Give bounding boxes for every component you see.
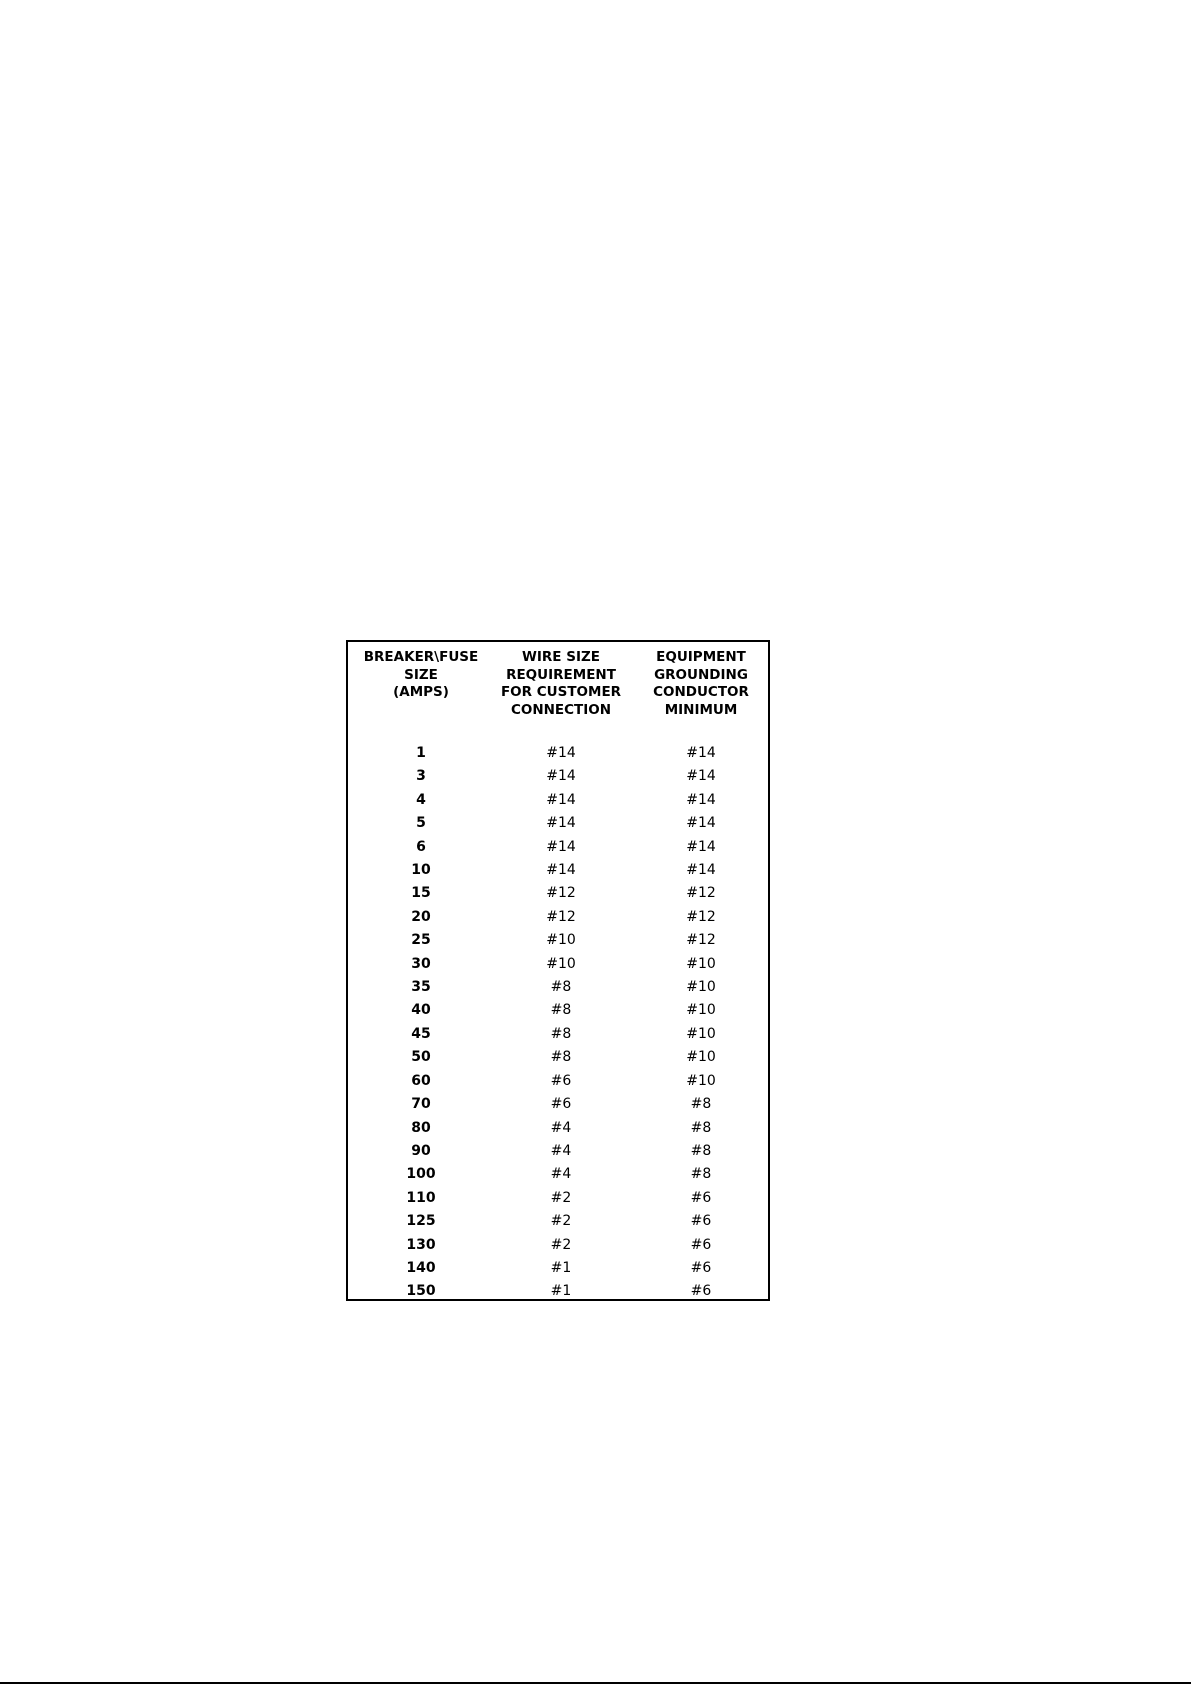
page-bottom-rule xyxy=(0,1682,1191,1684)
grounding-conductor-cell: #10 xyxy=(686,955,716,972)
table-row xyxy=(348,743,768,766)
header-line: MINIMUM xyxy=(664,701,738,718)
header-line: CONDUCTOR xyxy=(653,684,749,700)
header-line: CONNECTION xyxy=(510,701,612,718)
wire-size-table xyxy=(346,640,770,1301)
breaker-size-cell: 60 xyxy=(411,1072,431,1089)
breaker-size-cell: 50 xyxy=(411,1049,431,1066)
table-row xyxy=(348,954,768,977)
breaker-size-cell: 1 xyxy=(416,745,426,761)
table-row xyxy=(348,883,768,906)
wire-size-cell: #2 xyxy=(550,1236,572,1253)
breaker-size-cell: 130 xyxy=(406,1236,436,1253)
wire-size-cell: #6 xyxy=(550,1072,572,1089)
wire-size-cell: #8 xyxy=(550,1049,572,1066)
wire-size-cell: #4 xyxy=(550,1119,572,1136)
wire-size-cell: #4 xyxy=(550,1166,572,1183)
breaker-size-cell: 70 xyxy=(411,1096,431,1113)
table-body xyxy=(348,743,768,1305)
breaker-size-cell: 6 xyxy=(416,838,426,855)
wire-size-cell: #6 xyxy=(550,1096,572,1113)
header-line: SIZE xyxy=(404,666,438,683)
table-row xyxy=(348,837,768,860)
table-row xyxy=(348,790,768,813)
grounding-conductor-cell: #10 xyxy=(686,1025,716,1042)
wire-size-cell: #1 xyxy=(550,1259,572,1276)
breaker-size-cell: 20 xyxy=(411,908,431,925)
breaker-size-cell: 30 xyxy=(411,955,431,972)
grounding-conductor-cell: #6 xyxy=(690,1259,712,1276)
grounding-conductor-cell: #10 xyxy=(686,1049,716,1066)
grounding-conductor-cell: #14 xyxy=(686,745,716,761)
wire-size-cell: #8 xyxy=(550,1025,572,1042)
breaker-size-cell: 125 xyxy=(406,1213,436,1230)
grounding-conductor-cell: #14 xyxy=(686,768,716,785)
header-line: EQUIPMENT xyxy=(656,649,746,665)
breaker-size-cell: 110 xyxy=(406,1189,436,1206)
wire-size-cell: #12 xyxy=(546,885,576,902)
table-row xyxy=(348,1071,768,1094)
grounding-conductor-cell: #14 xyxy=(686,791,716,808)
table-row xyxy=(348,860,768,883)
wire-size-cell: #14 xyxy=(546,815,576,832)
wire-size-cell: #14 xyxy=(546,768,576,785)
header-breaker-fuse-size xyxy=(351,649,491,702)
table-row xyxy=(348,1281,768,1304)
grounding-conductor-cell: #14 xyxy=(686,862,716,879)
header-line: FOR CUSTOMER xyxy=(500,684,622,700)
wire-size-cell: #14 xyxy=(546,838,576,855)
table-row xyxy=(348,977,768,1000)
header-line: BREAKER\FUSE xyxy=(363,649,479,665)
grounding-conductor-cell: #10 xyxy=(686,979,716,996)
breaker-size-cell: 90 xyxy=(411,1142,431,1159)
breaker-size-cell: 140 xyxy=(406,1259,436,1276)
table-row xyxy=(348,1000,768,1023)
wire-size-cell: #14 xyxy=(546,791,576,808)
grounding-conductor-cell: #12 xyxy=(686,908,716,925)
breaker-size-cell: 40 xyxy=(411,1002,431,1019)
grounding-conductor-cell: #8 xyxy=(690,1142,712,1159)
wire-size-cell: #1 xyxy=(550,1283,572,1300)
wire-size-cell: #2 xyxy=(550,1189,572,1206)
grounding-conductor-cell: #14 xyxy=(686,815,716,832)
breaker-size-cell: 15 xyxy=(411,885,431,902)
header-line: GROUNDING xyxy=(654,666,748,683)
breaker-size-cell: 100 xyxy=(406,1166,436,1183)
grounding-conductor-cell: #8 xyxy=(690,1096,712,1113)
table-row xyxy=(348,1164,768,1187)
wire-size-cell: #10 xyxy=(546,932,576,949)
grounding-conductor-cell: #12 xyxy=(686,932,716,949)
grounding-conductor-cell: #8 xyxy=(690,1166,712,1183)
wire-size-cell: #12 xyxy=(546,908,576,925)
table-row xyxy=(348,1094,768,1117)
breaker-size-cell: 35 xyxy=(411,979,431,996)
wire-size-cell: #8 xyxy=(550,979,572,996)
wire-size-cell: #14 xyxy=(546,862,576,879)
table-row xyxy=(348,813,768,836)
table-row xyxy=(348,1188,768,1211)
header-line: REQUIREMENT xyxy=(506,666,616,683)
table-row xyxy=(348,1211,768,1234)
breaker-size-cell: 80 xyxy=(411,1119,431,1136)
header-line: (AMPS) xyxy=(393,684,449,700)
breaker-size-cell: 45 xyxy=(411,1025,431,1042)
table-row xyxy=(348,1141,768,1164)
breaker-size-cell: 25 xyxy=(411,932,431,949)
table-row xyxy=(348,1118,768,1141)
wire-size-cell: #2 xyxy=(550,1213,572,1230)
table-row xyxy=(348,907,768,930)
grounding-conductor-cell: #10 xyxy=(686,1072,716,1089)
grounding-conductor-cell: #6 xyxy=(690,1189,712,1206)
table-row xyxy=(348,766,768,789)
wire-size-cell: #10 xyxy=(546,955,576,972)
breaker-size-cell: 5 xyxy=(416,815,426,832)
table-row xyxy=(348,930,768,953)
wire-size-cell: #8 xyxy=(550,1002,572,1019)
table-row xyxy=(348,1235,768,1258)
wire-size-cell: #4 xyxy=(550,1142,572,1159)
header-equipment-grounding xyxy=(631,649,771,719)
grounding-conductor-cell: #8 xyxy=(690,1119,712,1136)
grounding-conductor-cell: #12 xyxy=(686,885,716,902)
breaker-size-cell: 4 xyxy=(416,791,426,808)
grounding-conductor-cell: #6 xyxy=(690,1283,712,1300)
grounding-conductor-cell: #14 xyxy=(686,838,716,855)
breaker-size-cell: 150 xyxy=(406,1283,436,1300)
table-header xyxy=(348,649,768,729)
table-row xyxy=(348,1258,768,1281)
table-row xyxy=(348,1047,768,1070)
breaker-size-cell: 3 xyxy=(416,768,426,785)
header-wire-size xyxy=(491,649,631,719)
breaker-size-cell: 10 xyxy=(411,862,431,879)
grounding-conductor-cell: #6 xyxy=(690,1213,712,1230)
header-line: WIRE SIZE xyxy=(522,649,600,665)
grounding-conductor-cell: #10 xyxy=(686,1002,716,1019)
table-row xyxy=(348,1024,768,1047)
wire-size-cell: #14 xyxy=(546,745,576,761)
grounding-conductor-cell: #6 xyxy=(690,1236,712,1253)
